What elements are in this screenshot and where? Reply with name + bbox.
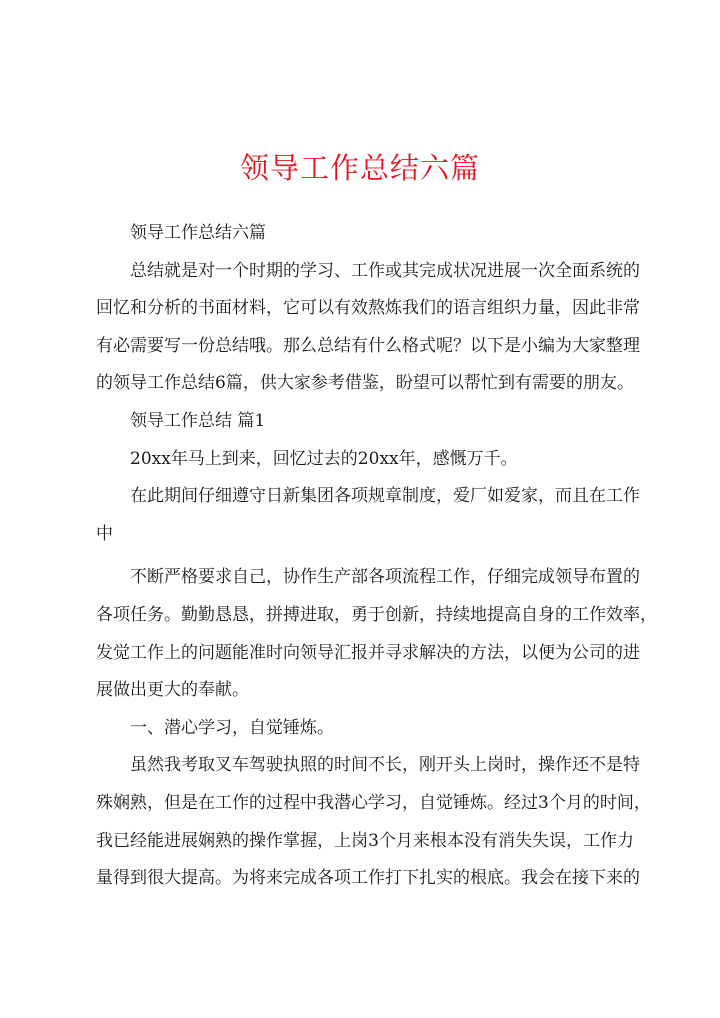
text-line: 有必需要写一份总结哦。那么总结有什么格式呢？以下是小编为大家整理 xyxy=(96,335,640,356)
text-line: 虽然我考取叉车驾驶执照的时间不长，刚开头上岗时，操作还不是特 xyxy=(130,755,640,776)
text-line: 不断严格要求自己，协作生产部各项流程工作，仔细完成领导布置的 xyxy=(130,567,640,588)
text-line: 20xx年马上到来，回忆过去的20xx年，感慨万千。 xyxy=(130,448,518,469)
text-line: 一、潜心学习，自觉锤炼。 xyxy=(130,717,334,738)
text-line: 发觉工作上的问题能准时向领导汇报并寻求解决的方法，以便为公司的进 xyxy=(96,642,640,663)
text-line: 领导工作总结 篇1 xyxy=(130,410,266,431)
text-line: 领导工作总结六篇 xyxy=(130,223,266,243)
text-line: 展做出更大的奉献。 xyxy=(96,680,249,701)
text-line: 总结就是对一个时期的学习、工作或其完成状况进展一次全面系统的 xyxy=(130,260,640,281)
text-line: 殊娴熟，但是在工作的过程中我潜心学习，自觉锤炼。经过3个月的时间， xyxy=(96,792,651,813)
text-line: 我已经能进展娴熟的操作掌握，上岗3个月来根本没有消失失误，工作力 xyxy=(96,830,634,851)
text-line: 回忆和分析的书面材料，它可以有效熬炼我们的语言组织力量，因此非常 xyxy=(96,298,640,319)
document-body xyxy=(96,215,657,898)
text-line: 量得到很大提高。为将来完成各项工作打下扎实的根底。我会在接下来的 xyxy=(96,868,640,889)
text-line: 的领导工作总结6篇，供大家参考借鉴，盼望可以帮忙到有需要的朋友。 xyxy=(96,373,634,394)
text-line: 各项任务。勤勤恳恳，拼搏进取，勇于创新，持续地提高自身的工作效率， xyxy=(96,604,657,625)
text-line: 中 xyxy=(96,523,113,544)
document-title: 领导工作总结六篇 xyxy=(239,151,480,185)
text-line: 在此期间仔细遵守日新集团各项规章制度，爱厂如爱家，而且在工作 xyxy=(130,486,640,507)
